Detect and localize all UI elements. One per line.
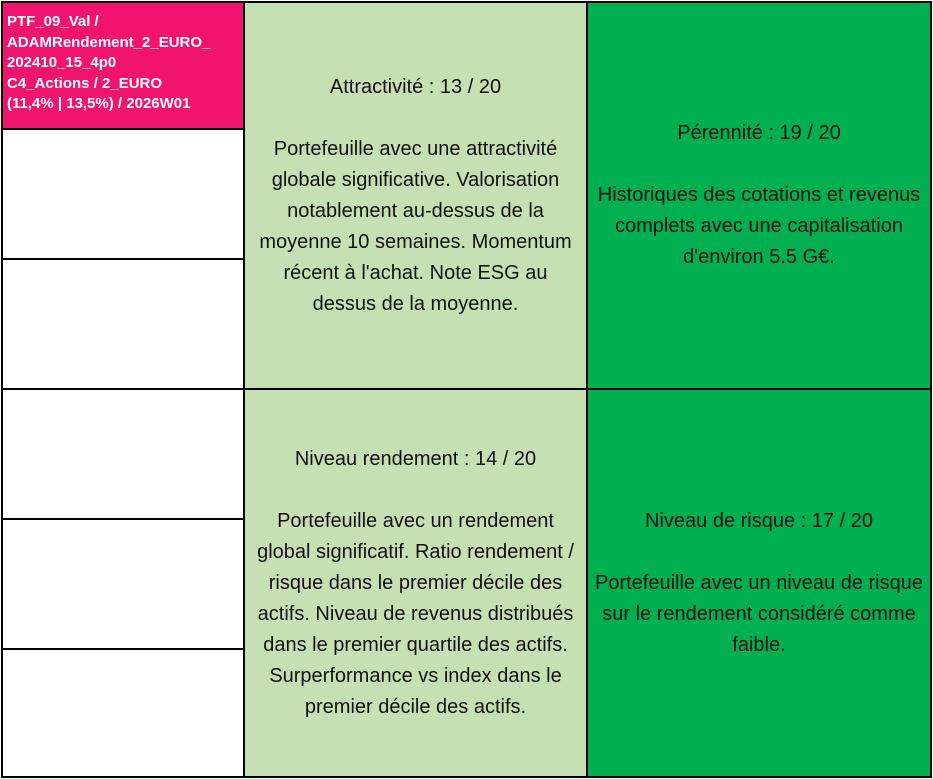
risque-title: Niveau de risque : 17 / 20 [645, 509, 873, 532]
risque-description: Portefeuille avec un niveau de risque sur le rendement considéré comme faible. [595, 571, 923, 656]
empty-cell[interactable] [1, 648, 245, 778]
empty-cell[interactable] [1, 518, 245, 650]
portfolio-title-line: 202410_15_4p0 [7, 54, 117, 71]
portfolio-title-cell[interactable] [1, 1, 245, 130]
rendement-title: Niveau rendement : 14 / 20 [294, 447, 537, 470]
portfolio-title-line: ADAMRendement_2_EURO_ [7, 33, 211, 51]
rendement-description: Portefeuille avec un rendement global significatif. Ratio rendement / risque dans le premier décile des actifs. Niveau de revenus distribués dans le premier quartile des actifs. Surperformance vs index dans le premier décile des actifs. [257, 509, 574, 718]
perennite-cell[interactable] [586, 1, 932, 390]
portfolio-title-line: PTF_09_Val / [7, 13, 99, 30]
rendement-cell[interactable] [243, 388, 588, 778]
perennite-title: Pérennité : 19 / 20 [677, 122, 841, 144]
risque-cell[interactable] [586, 388, 932, 778]
attractivite-description: Portefeuille avec une attractivité globale significative. Valorisation notablement au-dessus de la moyenne 10 semaines. Momentum récent à l'achat. Note ESG au dessus de la moyenne. [259, 137, 572, 315]
empty-cell[interactable] [1, 128, 245, 260]
attractivite-title: Attractivité : 13 / 20 [329, 75, 502, 98]
empty-cell[interactable] [1, 258, 245, 390]
portfolio-title-line: (11,4% | 13,5%) / 2026W01 [7, 95, 191, 112]
attractivite-cell[interactable] [243, 1, 588, 390]
empty-cell[interactable] [1, 388, 245, 520]
perennite-description: Historiques des cotations et revenus complets avec une capitalisation d'environ 5.5 G€. [597, 184, 921, 268]
portfolio-title-line: C4_Actions / 2_EURO [7, 74, 163, 92]
